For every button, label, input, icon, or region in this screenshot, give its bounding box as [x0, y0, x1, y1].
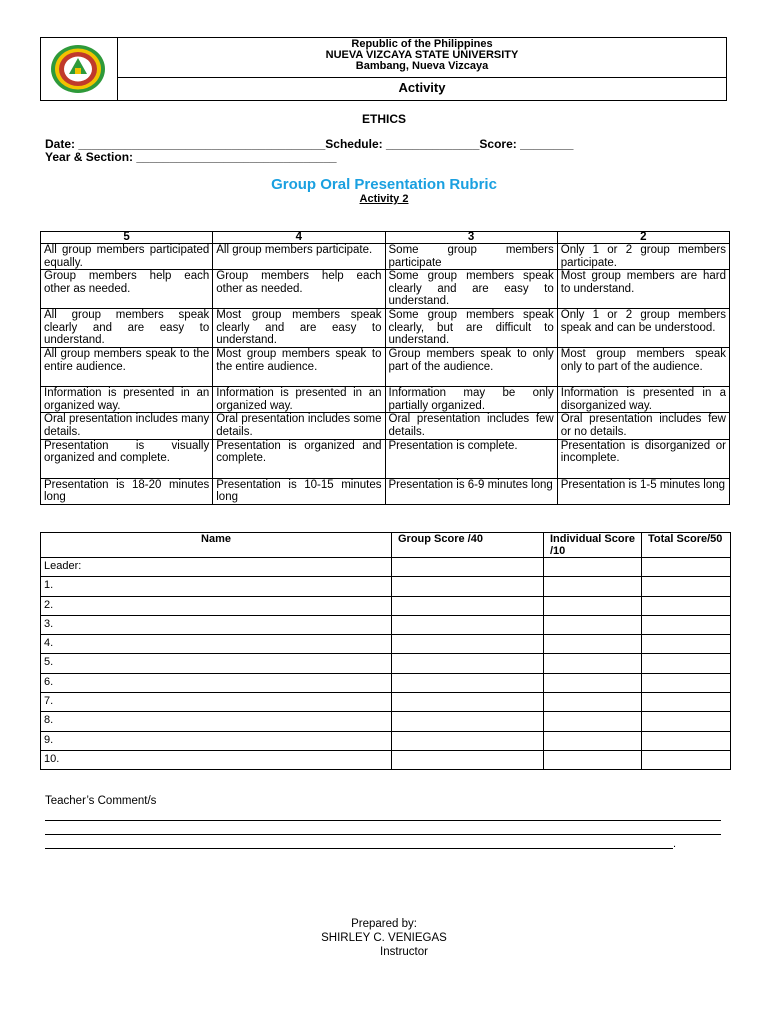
individual-score-cell[interactable]	[544, 558, 642, 577]
rubric-cell: Group members help each other as needed.	[41, 270, 213, 309]
member-name-cell[interactable]: 6.	[41, 673, 392, 692]
rubric-cell: Oral presentation includes some details.	[213, 413, 385, 439]
rubric-cell: Only 1 or 2 group members participate.	[557, 244, 729, 270]
member-name-cell[interactable]: 9.	[41, 731, 392, 750]
score-col-header: Group Score /40	[392, 533, 544, 558]
score-col-header: Total Score/50	[642, 533, 731, 558]
group-score-cell[interactable]	[392, 731, 544, 750]
republic-line: Republic of the Philippines	[351, 38, 493, 50]
rubric-cell: Some group members participate	[385, 244, 557, 270]
rubric-cell: Presentation is 1-5 minutes long	[557, 478, 729, 504]
individual-score-cell[interactable]	[544, 615, 642, 634]
university-location: Bambang, Nueva Vizcaya	[355, 60, 489, 72]
rubric-cell: Information is presented in a disorganized way.	[557, 387, 729, 413]
score-row	[41, 731, 731, 750]
member-name-cell[interactable]: 4.	[41, 635, 392, 654]
rubric-cell: Only 1 or 2 group members speak and can be understood.	[557, 309, 729, 348]
individual-score-cell[interactable]	[544, 596, 642, 615]
member-name-cell[interactable]: 1.	[41, 577, 392, 596]
rubric-subtitle: Activity 2	[359, 193, 409, 205]
member-name-cell[interactable]: 8.	[41, 712, 392, 731]
rubric-col-header: 2	[557, 232, 729, 244]
score-row	[41, 654, 731, 673]
group-score-cell[interactable]	[392, 673, 544, 692]
score-row	[41, 596, 731, 615]
rubric-col-header: 4	[213, 232, 385, 244]
score-row	[41, 577, 731, 596]
group-score-cell[interactable]	[392, 635, 544, 654]
score-header-row	[41, 533, 731, 558]
score-row	[41, 635, 731, 654]
rubric-cell: Presentation is disorganized or incomplete.	[557, 439, 729, 478]
individual-score-cell[interactable]	[544, 750, 642, 769]
group-score-cell[interactable]	[392, 750, 544, 769]
group-score-cell[interactable]	[392, 654, 544, 673]
rubric-row	[41, 413, 730, 439]
total-score-cell[interactable]	[642, 750, 731, 769]
rubric-row	[41, 439, 730, 478]
score-row	[41, 712, 731, 731]
activity-label: Activity	[398, 80, 446, 95]
score-table	[40, 532, 731, 770]
score-col-header: Name	[41, 533, 392, 558]
university-heading	[118, 38, 726, 78]
teacher-comment-label: Teacher’s Comment/s	[45, 795, 157, 807]
member-name-cell[interactable]: Leader:	[41, 558, 392, 577]
year-section-line: Year & Section: ______________________________	[45, 150, 337, 164]
rubric-row	[41, 244, 730, 270]
score-row	[41, 693, 731, 712]
subject-title: ETHICS	[361, 112, 406, 126]
rubric-cell: All group members speak clearly and are easy to understand.	[41, 309, 213, 348]
group-score-cell[interactable]	[392, 577, 544, 596]
rubric-row	[41, 309, 730, 348]
comment-end-period: .	[673, 838, 677, 850]
total-score-cell[interactable]	[642, 577, 731, 596]
score-row	[41, 673, 731, 692]
comment-line[interactable]	[45, 848, 673, 849]
member-name-cell[interactable]: 5.	[41, 654, 392, 673]
rubric-cell: Presentation is 6-9 minutes long	[385, 478, 557, 504]
rubric-col-header: 3	[385, 232, 557, 244]
rubric-cell: All group members speak to the entire audience.	[41, 348, 213, 387]
rubric-cell: Presentation is organized and complete.	[213, 439, 385, 478]
member-name-cell[interactable]: 10.	[41, 750, 392, 769]
rubric-cell: Some group members speak clearly and are easy to understand.	[385, 270, 557, 309]
group-score-cell[interactable]	[392, 615, 544, 634]
rubric-cell: Information is presented in an organized way.	[213, 387, 385, 413]
rubric-cell: Group members help each other as needed.	[213, 270, 385, 309]
university-name: NUEVA VIZCAYA STATE UNIVERSITY	[325, 49, 519, 61]
rubric-col-header: 5	[41, 232, 213, 244]
comment-line[interactable]	[45, 834, 721, 835]
rubric-row	[41, 478, 730, 504]
rubric-cell: Most group members speak to the entire audience.	[213, 348, 385, 387]
rubric-cell: All group members participate.	[213, 244, 385, 270]
individual-score-cell[interactable]	[544, 673, 642, 692]
total-score-cell[interactable]	[642, 654, 731, 673]
instructor-role: Instructor	[380, 946, 428, 958]
individual-score-cell[interactable]	[544, 654, 642, 673]
rubric-cell: Presentation is 10-15 minutes long	[213, 478, 385, 504]
member-name-cell[interactable]: 3.	[41, 615, 392, 634]
total-score-cell[interactable]	[642, 558, 731, 577]
group-score-cell[interactable]	[392, 558, 544, 577]
rubric-cell: Most group members speak only to part of the audience.	[557, 348, 729, 387]
rubric-cell: Oral presentation includes few details.	[385, 413, 557, 439]
group-score-cell[interactable]	[392, 596, 544, 615]
rubric-cell: Oral presentation includes many details.	[41, 413, 213, 439]
rubric-cell: Presentation is complete.	[385, 439, 557, 478]
individual-score-cell[interactable]	[544, 712, 642, 731]
rubric-cell: Most group members are hard to understand.	[557, 270, 729, 309]
comment-line[interactable]	[45, 820, 721, 821]
member-name-cell[interactable]: 2.	[41, 596, 392, 615]
individual-score-cell[interactable]	[544, 693, 642, 712]
rubric-cell: Oral presentation includes few or no details.	[557, 413, 729, 439]
rubric-cell: Information may be only partially organized.	[385, 387, 557, 413]
prepared-by-label: Prepared by:	[351, 918, 417, 930]
rubric-cell: Some group members speak clearly, but are difficult to understand.	[385, 309, 557, 348]
total-score-cell[interactable]	[642, 615, 731, 634]
member-name-cell[interactable]: 7.	[41, 693, 392, 712]
score-row	[41, 615, 731, 634]
total-score-cell[interactable]	[642, 596, 731, 615]
logo-cell	[41, 38, 118, 100]
rubric-cell: Most group members speak clearly and are easy to understand.	[213, 309, 385, 348]
group-score-cell[interactable]	[392, 693, 544, 712]
score-row	[41, 750, 731, 769]
rubric-cell: Presentation is visually organized and complete.	[41, 439, 213, 478]
university-seal-icon	[49, 44, 107, 94]
total-score-cell[interactable]	[642, 673, 731, 692]
rubric-cell: All group members participated equally.	[41, 244, 213, 270]
rubric-cell: Information is presented in an organized way.	[41, 387, 213, 413]
total-score-cell[interactable]	[642, 712, 731, 731]
instructor-name: SHIRLEY C. VENIEGAS	[321, 932, 447, 944]
individual-score-cell[interactable]	[544, 635, 642, 654]
header-box	[40, 37, 727, 101]
total-score-cell[interactable]	[642, 693, 731, 712]
rubric-row	[41, 270, 730, 309]
score-row	[41, 558, 731, 577]
individual-score-cell[interactable]	[544, 731, 642, 750]
rubric-table	[40, 231, 730, 505]
total-score-cell[interactable]	[642, 731, 731, 750]
rubric-header-row	[41, 232, 730, 244]
rubric-cell: Presentation is 18-20 minutes long	[41, 478, 213, 504]
rubric-cell: Group members speak to only part of the audience.	[385, 348, 557, 387]
rubric-title: Group Oral Presentation Rubric	[271, 176, 497, 193]
group-score-cell[interactable]	[392, 712, 544, 731]
rubric-row	[41, 348, 730, 387]
total-score-cell[interactable]	[642, 635, 731, 654]
individual-score-cell[interactable]	[544, 577, 642, 596]
date-schedule-score-line: Date: _____________________________________Schedule: ______________Score: ________	[45, 137, 574, 151]
rubric-row	[41, 387, 730, 413]
score-col-header: Individual Score /10	[544, 533, 642, 558]
